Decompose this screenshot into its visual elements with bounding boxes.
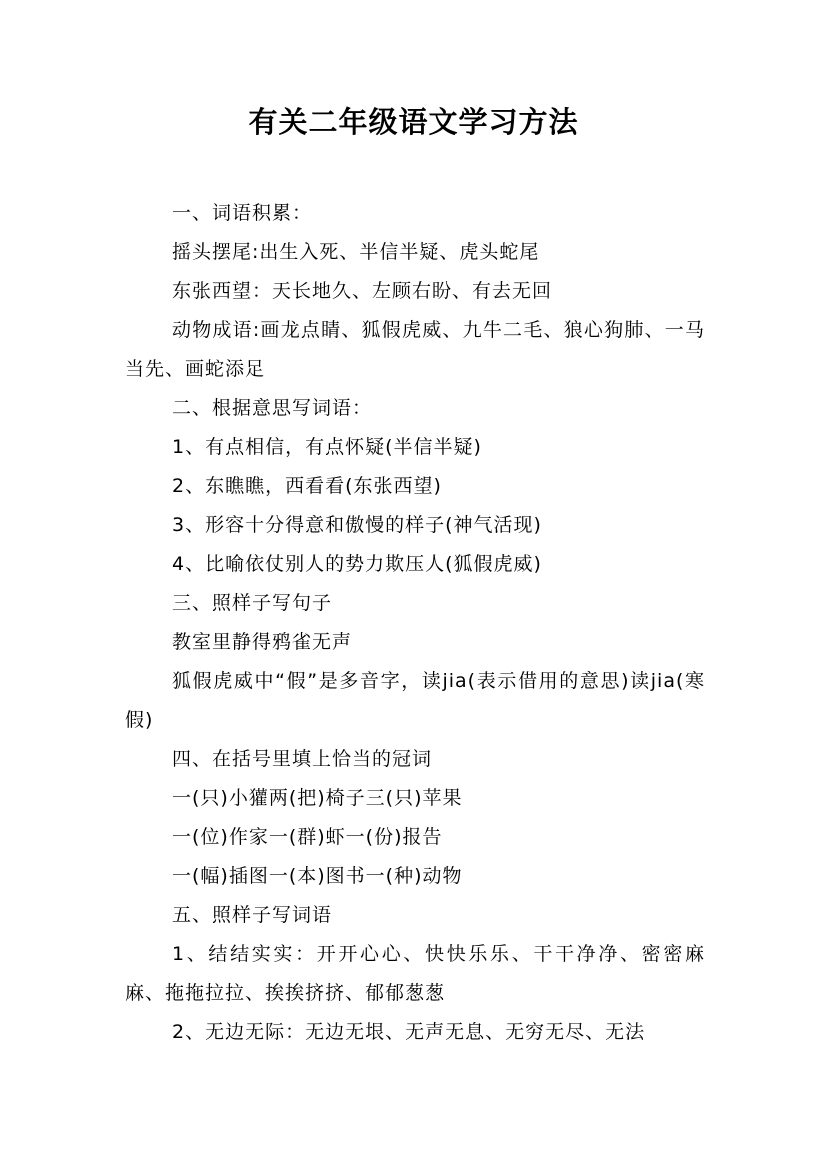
paragraph: 1、有点相信，有点怀疑(半信半疑) bbox=[172, 436, 482, 458]
paragraph: 动物成语:画龙点睛、狐假虎威、九牛二毛、狼心狗肺、一马当先、画蛇添足 bbox=[125, 319, 705, 380]
paragraph: 一(幅)插图一(本)图书一(种)动物 bbox=[172, 865, 463, 887]
paragraph: 1、结结实实：开开心心、快快乐乐、干干净净、密密麻麻、拖拖拉拉、挨挨挤挤、郁郁葱葱 bbox=[125, 943, 705, 1004]
document-body bbox=[125, 194, 705, 1052]
paragraph: 2、东瞧瞧，西看看(东张西望) bbox=[172, 475, 442, 497]
section-heading-meaning: 二、根据意思写词语： bbox=[172, 397, 373, 419]
paragraph: 3、形容十分得意和傲慢的样子(神气活现) bbox=[172, 514, 542, 536]
section-heading-sentences: 三、照样子写句子 bbox=[172, 592, 333, 614]
paragraph: 一(只)小獾两(把)椅子三(只)苹果 bbox=[172, 787, 463, 809]
paragraph: 东张西望：天长地久、左顾右盼、有去无回 bbox=[172, 280, 553, 302]
paragraph: 教室里静得鸦雀无声 bbox=[172, 631, 353, 653]
section-heading-vocabulary: 一、词语积累： bbox=[172, 202, 313, 224]
section-heading-word-patterns: 五、照样子写词语 bbox=[172, 904, 333, 926]
document-title: 有关二年级语文学习方法 bbox=[248, 105, 579, 139]
paragraph: 摇头摆尾:出生入死、半信半疑、虎头蛇尾 bbox=[172, 241, 540, 263]
paragraph: 2、无边无际：无边无垠、无声无息、无穷无尽、无法 bbox=[172, 1021, 646, 1043]
paragraph: 狐假虎威中“假”是多音字，读jia(表示借用的意思)读jia(寒假) bbox=[125, 670, 705, 731]
section-heading-measure-words: 四、在括号里填上恰当的冠词 bbox=[172, 748, 433, 770]
paragraph: 一(位)作家一(群)虾一(份)报告 bbox=[172, 826, 443, 848]
paragraph: 4、比喻依仗别人的势力欺压人(狐假虎威) bbox=[172, 553, 542, 575]
